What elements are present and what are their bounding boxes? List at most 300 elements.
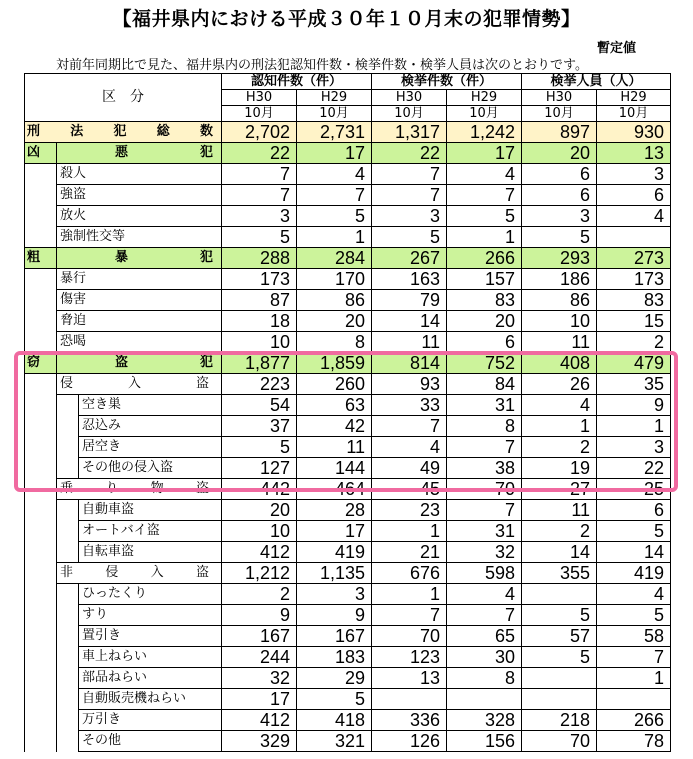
theft-item-row bbox=[25, 521, 671, 542]
value-cell: 5 bbox=[522, 227, 597, 248]
value-cell: 37 bbox=[222, 416, 297, 437]
value-cell: 3 bbox=[597, 164, 671, 185]
value-cell: 6 bbox=[522, 185, 597, 206]
category-label bbox=[59, 143, 221, 163]
label-char: 法 bbox=[70, 124, 84, 139]
value-cell bbox=[522, 668, 597, 689]
value-cell: 10 bbox=[222, 332, 297, 353]
value-cell: 8 bbox=[297, 332, 372, 353]
label-char: 盗 bbox=[195, 481, 209, 496]
value-cell: 598 bbox=[447, 563, 522, 584]
value-cell bbox=[522, 584, 597, 605]
label-char: 犯 bbox=[113, 124, 127, 139]
value-cell: 293 bbox=[522, 248, 597, 269]
month-header: 10月 bbox=[372, 106, 447, 122]
value-cell: 3 bbox=[222, 206, 297, 227]
label-char: 犯 bbox=[200, 355, 214, 370]
value-cell: 7 bbox=[447, 605, 522, 626]
label-char: 数 bbox=[200, 124, 214, 139]
label-char: 刑 bbox=[27, 124, 41, 139]
month-header: 10月 bbox=[222, 106, 297, 122]
item-label: 恐喝 bbox=[57, 332, 222, 353]
value-cell: 70 bbox=[372, 626, 447, 647]
label-char: 入 bbox=[128, 376, 142, 391]
value-cell: 9 bbox=[597, 395, 671, 416]
indent-cell bbox=[25, 374, 57, 395]
indent-cell bbox=[57, 458, 79, 479]
indent-cell bbox=[25, 521, 57, 542]
label-char: 入 bbox=[150, 565, 164, 580]
value-cell: 6 bbox=[597, 500, 671, 521]
value-cell: 17 bbox=[447, 143, 522, 164]
heinous-item-row bbox=[25, 227, 671, 248]
item-label: 放火 bbox=[57, 206, 222, 227]
label-char: 盗 bbox=[115, 355, 129, 370]
indent-cell bbox=[57, 395, 79, 416]
value-cell: 9 bbox=[297, 605, 372, 626]
value-cell: 4 bbox=[597, 584, 671, 605]
value-cell bbox=[522, 689, 597, 710]
category-label bbox=[59, 248, 221, 268]
value-cell: 4 bbox=[597, 206, 671, 227]
value-cell: 167 bbox=[297, 626, 372, 647]
header-row-groups bbox=[25, 74, 671, 90]
value-cell: 127 bbox=[222, 458, 297, 479]
value-cell: 5 bbox=[522, 605, 597, 626]
value-cell: 70 bbox=[522, 731, 597, 752]
item-label: 忍込み bbox=[79, 416, 222, 437]
value-cell: 418 bbox=[297, 710, 372, 731]
value-cell: 173 bbox=[222, 269, 297, 290]
value-cell: 4 bbox=[372, 437, 447, 458]
value-cell: 163 bbox=[372, 269, 447, 290]
value-cell: 79 bbox=[372, 290, 447, 311]
item-label: 脅迫 bbox=[57, 311, 222, 332]
item-label: ひったくり bbox=[79, 584, 222, 605]
item-label: 殺人 bbox=[57, 164, 222, 185]
value-cell: 11 bbox=[522, 500, 597, 521]
value-cell: 7 bbox=[222, 185, 297, 206]
value-cell: 157 bbox=[447, 269, 522, 290]
value-cell: 1,212 bbox=[222, 563, 297, 584]
label-char: 暴 bbox=[115, 250, 129, 265]
label-char: 物 bbox=[150, 481, 164, 496]
indent-cell bbox=[25, 332, 57, 353]
value-cell: 29 bbox=[297, 668, 372, 689]
value-cell: 126 bbox=[372, 731, 447, 752]
value-cell: 5 bbox=[297, 206, 372, 227]
month-header: 10月 bbox=[597, 106, 671, 122]
indent-cell bbox=[25, 584, 57, 605]
page-title: 【福井県内における平成３０年１０月末の犯罪情勢】 bbox=[112, 8, 581, 30]
indent-cell bbox=[25, 689, 57, 710]
label-char: 悪 bbox=[115, 145, 129, 160]
theft-row bbox=[25, 353, 671, 374]
indent-cell bbox=[25, 206, 57, 227]
theft-sub-row bbox=[25, 374, 671, 395]
value-cell: 15 bbox=[597, 311, 671, 332]
category-label bbox=[27, 122, 221, 142]
intro-text: 対前年同期比で見た、福井県内の刑法犯認知件数・検挙件数・検挙人員は次のとおりです。 bbox=[56, 58, 588, 73]
value-cell: 7 bbox=[297, 185, 372, 206]
subcategory-label bbox=[60, 479, 221, 499]
label-char: 乗 bbox=[60, 481, 74, 496]
value-cell: 183 bbox=[297, 647, 372, 668]
value-cell: 2 bbox=[522, 437, 597, 458]
label-char: 非 bbox=[60, 565, 74, 580]
indent-cell bbox=[57, 521, 79, 542]
value-cell: 1,877 bbox=[222, 353, 297, 374]
value-cell: 412 bbox=[222, 710, 297, 731]
value-cell: 260 bbox=[297, 374, 372, 395]
value-cell: 144 bbox=[297, 458, 372, 479]
value-cell: 2 bbox=[222, 584, 297, 605]
value-cell: 5 bbox=[597, 521, 671, 542]
item-label: 置引き bbox=[79, 626, 222, 647]
value-cell: 7 bbox=[372, 416, 447, 437]
indent-cell bbox=[25, 500, 57, 521]
value-cell: 328 bbox=[447, 710, 522, 731]
value-cell: 6 bbox=[522, 164, 597, 185]
theft-item-row bbox=[25, 605, 671, 626]
value-cell: 6 bbox=[447, 332, 522, 353]
month-header: 10月 bbox=[297, 106, 372, 122]
indent-cell bbox=[25, 479, 57, 500]
indent-cell bbox=[25, 227, 57, 248]
value-cell: 22 bbox=[222, 143, 297, 164]
value-cell: 170 bbox=[297, 269, 372, 290]
label-char: 犯 bbox=[200, 250, 214, 265]
indent-cell bbox=[57, 710, 79, 731]
indent-cell bbox=[25, 437, 57, 458]
value-cell: 78 bbox=[597, 731, 671, 752]
theft-item-row bbox=[25, 710, 671, 731]
value-cell: 1,135 bbox=[297, 563, 372, 584]
crime-statistics-table bbox=[24, 73, 671, 752]
indent-cell bbox=[25, 458, 57, 479]
value-cell: 4 bbox=[522, 395, 597, 416]
indent-cell bbox=[57, 605, 79, 626]
year-header: H30 bbox=[222, 90, 297, 106]
label-char: 総 bbox=[156, 124, 170, 139]
value-cell: 8 bbox=[447, 668, 522, 689]
value-cell: 57 bbox=[522, 626, 597, 647]
value-cell: 321 bbox=[297, 731, 372, 752]
theft-item-row bbox=[25, 626, 671, 647]
value-cell: 17 bbox=[297, 521, 372, 542]
value-cell: 10 bbox=[222, 521, 297, 542]
value-cell: 17 bbox=[297, 143, 372, 164]
value-cell: 22 bbox=[372, 143, 447, 164]
value-cell: 70 bbox=[447, 479, 522, 500]
value-cell: 23 bbox=[372, 500, 447, 521]
value-cell: 86 bbox=[297, 290, 372, 311]
value-cell: 1 bbox=[522, 416, 597, 437]
provisional-label: 暫定値 bbox=[597, 41, 637, 56]
value-cell: 1 bbox=[597, 416, 671, 437]
value-cell: 14 bbox=[597, 542, 671, 563]
indent-cell bbox=[57, 689, 79, 710]
value-cell: 1 bbox=[597, 668, 671, 689]
value-cell: 1 bbox=[372, 584, 447, 605]
value-cell: 38 bbox=[447, 458, 522, 479]
indent-cell bbox=[25, 710, 57, 731]
value-cell: 25 bbox=[597, 479, 671, 500]
value-cell: 167 bbox=[222, 626, 297, 647]
label-char: 盗 bbox=[196, 376, 210, 391]
value-cell: 7 bbox=[597, 647, 671, 668]
value-cell: 223 bbox=[222, 374, 297, 395]
value-cell: 1,859 bbox=[297, 353, 372, 374]
theft-item-row bbox=[25, 437, 671, 458]
theft-item-row bbox=[25, 500, 671, 521]
indent-cell bbox=[25, 416, 57, 437]
violent-item-row bbox=[25, 311, 671, 332]
value-cell: 3 bbox=[297, 584, 372, 605]
value-cell: 329 bbox=[222, 731, 297, 752]
value-cell bbox=[372, 689, 447, 710]
value-cell: 26 bbox=[522, 374, 597, 395]
value-cell: 336 bbox=[372, 710, 447, 731]
theft-sub-row bbox=[25, 479, 671, 500]
value-cell: 752 bbox=[447, 353, 522, 374]
value-cell: 3 bbox=[372, 206, 447, 227]
indent-cell bbox=[25, 395, 57, 416]
value-cell: 156 bbox=[447, 731, 522, 752]
value-cell: 1 bbox=[297, 227, 372, 248]
value-cell: 814 bbox=[372, 353, 447, 374]
value-cell: 13 bbox=[597, 143, 671, 164]
value-cell: 676 bbox=[372, 563, 447, 584]
value-cell: 1 bbox=[447, 227, 522, 248]
value-cell: 11 bbox=[522, 332, 597, 353]
value-cell: 17 bbox=[222, 689, 297, 710]
value-cell: 288 bbox=[222, 248, 297, 269]
value-cell: 18 bbox=[222, 311, 297, 332]
subcategory-label bbox=[60, 563, 221, 583]
theft-item-row bbox=[25, 395, 671, 416]
indent-cell bbox=[25, 311, 57, 332]
item-label: 傷害 bbox=[57, 290, 222, 311]
month-header: 10月 bbox=[447, 106, 522, 122]
indent-cell bbox=[25, 563, 57, 584]
violent-item-row bbox=[25, 332, 671, 353]
value-cell: 267 bbox=[372, 248, 447, 269]
value-cell: 83 bbox=[447, 290, 522, 311]
value-cell: 464 bbox=[297, 479, 372, 500]
indent-cell bbox=[25, 731, 57, 752]
value-cell: 65 bbox=[447, 626, 522, 647]
value-cell: 4 bbox=[447, 584, 522, 605]
value-cell: 63 bbox=[297, 395, 372, 416]
value-cell: 20 bbox=[447, 311, 522, 332]
item-label: 空き巣 bbox=[79, 395, 222, 416]
value-cell: 49 bbox=[372, 458, 447, 479]
value-cell: 273 bbox=[597, 248, 671, 269]
value-cell: 7 bbox=[222, 164, 297, 185]
year-header: H29 bbox=[447, 90, 522, 106]
value-cell: 93 bbox=[372, 374, 447, 395]
value-cell: 5 bbox=[297, 689, 372, 710]
value-cell: 4 bbox=[297, 164, 372, 185]
value-cell: 32 bbox=[222, 668, 297, 689]
indent-cell bbox=[25, 290, 57, 311]
value-cell: 32 bbox=[447, 542, 522, 563]
group-header: 検挙件数（件） bbox=[372, 74, 522, 90]
value-cell: 84 bbox=[447, 374, 522, 395]
violent-item-row bbox=[25, 269, 671, 290]
indent-cell bbox=[57, 584, 79, 605]
value-cell: 123 bbox=[372, 647, 447, 668]
value-cell: 22 bbox=[597, 458, 671, 479]
value-cell: 7 bbox=[372, 605, 447, 626]
theft-item-row bbox=[25, 647, 671, 668]
value-cell: 27 bbox=[522, 479, 597, 500]
indent-cell bbox=[25, 626, 57, 647]
value-cell: 1 bbox=[372, 521, 447, 542]
value-cell bbox=[447, 689, 522, 710]
item-label: 強盗 bbox=[57, 185, 222, 206]
total-row bbox=[25, 122, 671, 143]
value-cell: 86 bbox=[522, 290, 597, 311]
indent-cell bbox=[25, 605, 57, 626]
value-cell: 5 bbox=[372, 227, 447, 248]
value-cell: 87 bbox=[222, 290, 297, 311]
indent-cell bbox=[57, 416, 79, 437]
value-cell: 30 bbox=[447, 647, 522, 668]
category-initial: 窃 bbox=[25, 353, 57, 374]
value-cell: 28 bbox=[297, 500, 372, 521]
value-cell: 1,242 bbox=[447, 122, 522, 143]
value-cell: 408 bbox=[522, 353, 597, 374]
value-cell: 419 bbox=[597, 563, 671, 584]
item-label: その他の侵入盗 bbox=[79, 458, 222, 479]
value-cell: 45 bbox=[372, 479, 447, 500]
value-cell: 83 bbox=[597, 290, 671, 311]
group-header: 認知件数（件） bbox=[222, 74, 372, 90]
value-cell: 20 bbox=[222, 500, 297, 521]
value-cell: 10 bbox=[522, 311, 597, 332]
indent-cell bbox=[25, 269, 57, 290]
value-cell: 244 bbox=[222, 647, 297, 668]
value-cell: 54 bbox=[222, 395, 297, 416]
indent-cell bbox=[25, 647, 57, 668]
value-cell: 11 bbox=[297, 437, 372, 458]
indent-cell bbox=[57, 731, 79, 752]
value-cell: 42 bbox=[297, 416, 372, 437]
value-cell: 11 bbox=[372, 332, 447, 353]
indent-cell bbox=[57, 437, 79, 458]
group-header: 検挙人員（人） bbox=[522, 74, 671, 90]
value-cell: 33 bbox=[372, 395, 447, 416]
theft-sub-row bbox=[25, 563, 671, 584]
indent-cell bbox=[57, 626, 79, 647]
item-label: 自動販売機ねらい bbox=[79, 689, 222, 710]
value-cell: 31 bbox=[447, 521, 522, 542]
label-char: り bbox=[105, 481, 119, 496]
year-header: H29 bbox=[597, 90, 671, 106]
value-cell: 2,731 bbox=[297, 122, 372, 143]
indent-cell bbox=[57, 668, 79, 689]
value-cell: 7 bbox=[372, 185, 447, 206]
category-header: 区 分 bbox=[25, 74, 222, 122]
violent-item-row bbox=[25, 290, 671, 311]
value-cell: 31 bbox=[447, 395, 522, 416]
value-cell: 8 bbox=[447, 416, 522, 437]
value-cell: 9 bbox=[222, 605, 297, 626]
item-label: 自動車盗 bbox=[79, 500, 222, 521]
heinous-row bbox=[25, 143, 671, 164]
value-cell: 14 bbox=[522, 542, 597, 563]
label-char: 犯 bbox=[200, 145, 214, 160]
indent-cell bbox=[25, 164, 57, 185]
value-cell: 7 bbox=[447, 437, 522, 458]
value-cell: 7 bbox=[372, 164, 447, 185]
value-cell: 19 bbox=[522, 458, 597, 479]
label-char: 侵 bbox=[60, 376, 74, 391]
value-cell: 266 bbox=[597, 710, 671, 731]
month-header: 10月 bbox=[522, 106, 597, 122]
category-label bbox=[59, 353, 221, 373]
value-cell: 13 bbox=[372, 668, 447, 689]
item-label: すり bbox=[79, 605, 222, 626]
indent-cell bbox=[57, 542, 79, 563]
value-cell: 7 bbox=[447, 185, 522, 206]
value-cell: 186 bbox=[522, 269, 597, 290]
theft-item-row bbox=[25, 689, 671, 710]
year-header: H30 bbox=[372, 90, 447, 106]
theft-item-row bbox=[25, 458, 671, 479]
theft-item-row bbox=[25, 668, 671, 689]
heinous-item-row bbox=[25, 185, 671, 206]
label-char: 盗 bbox=[195, 565, 209, 580]
subcategory-label bbox=[60, 374, 221, 394]
value-cell: 20 bbox=[297, 311, 372, 332]
item-label: 自転車盗 bbox=[79, 542, 222, 563]
value-cell: 4 bbox=[447, 164, 522, 185]
value-cell: 20 bbox=[522, 143, 597, 164]
indent-cell bbox=[57, 500, 79, 521]
category-initial: 凶 bbox=[25, 143, 57, 164]
item-label: オートバイ盗 bbox=[79, 521, 222, 542]
indent-cell bbox=[25, 668, 57, 689]
heinous-item-row bbox=[25, 164, 671, 185]
value-cell: 5 bbox=[447, 206, 522, 227]
value-cell: 35 bbox=[597, 374, 671, 395]
value-cell bbox=[597, 227, 671, 248]
item-label: その他 bbox=[79, 731, 222, 752]
value-cell: 58 bbox=[597, 626, 671, 647]
value-cell: 173 bbox=[597, 269, 671, 290]
value-cell: 930 bbox=[597, 122, 671, 143]
value-cell: 5 bbox=[222, 227, 297, 248]
value-cell: 442 bbox=[222, 479, 297, 500]
value-cell: 21 bbox=[372, 542, 447, 563]
violent-row bbox=[25, 248, 671, 269]
indent-cell bbox=[25, 542, 57, 563]
value-cell: 5 bbox=[597, 605, 671, 626]
value-cell: 1,317 bbox=[372, 122, 447, 143]
indent-cell bbox=[57, 647, 79, 668]
theft-item-row bbox=[25, 416, 671, 437]
item-label: 居空き bbox=[79, 437, 222, 458]
item-label: 部品ねらい bbox=[79, 668, 222, 689]
value-cell: 355 bbox=[522, 563, 597, 584]
value-cell: 419 bbox=[297, 542, 372, 563]
item-label: 暴行 bbox=[57, 269, 222, 290]
theft-item-row bbox=[25, 731, 671, 752]
value-cell: 7 bbox=[447, 500, 522, 521]
